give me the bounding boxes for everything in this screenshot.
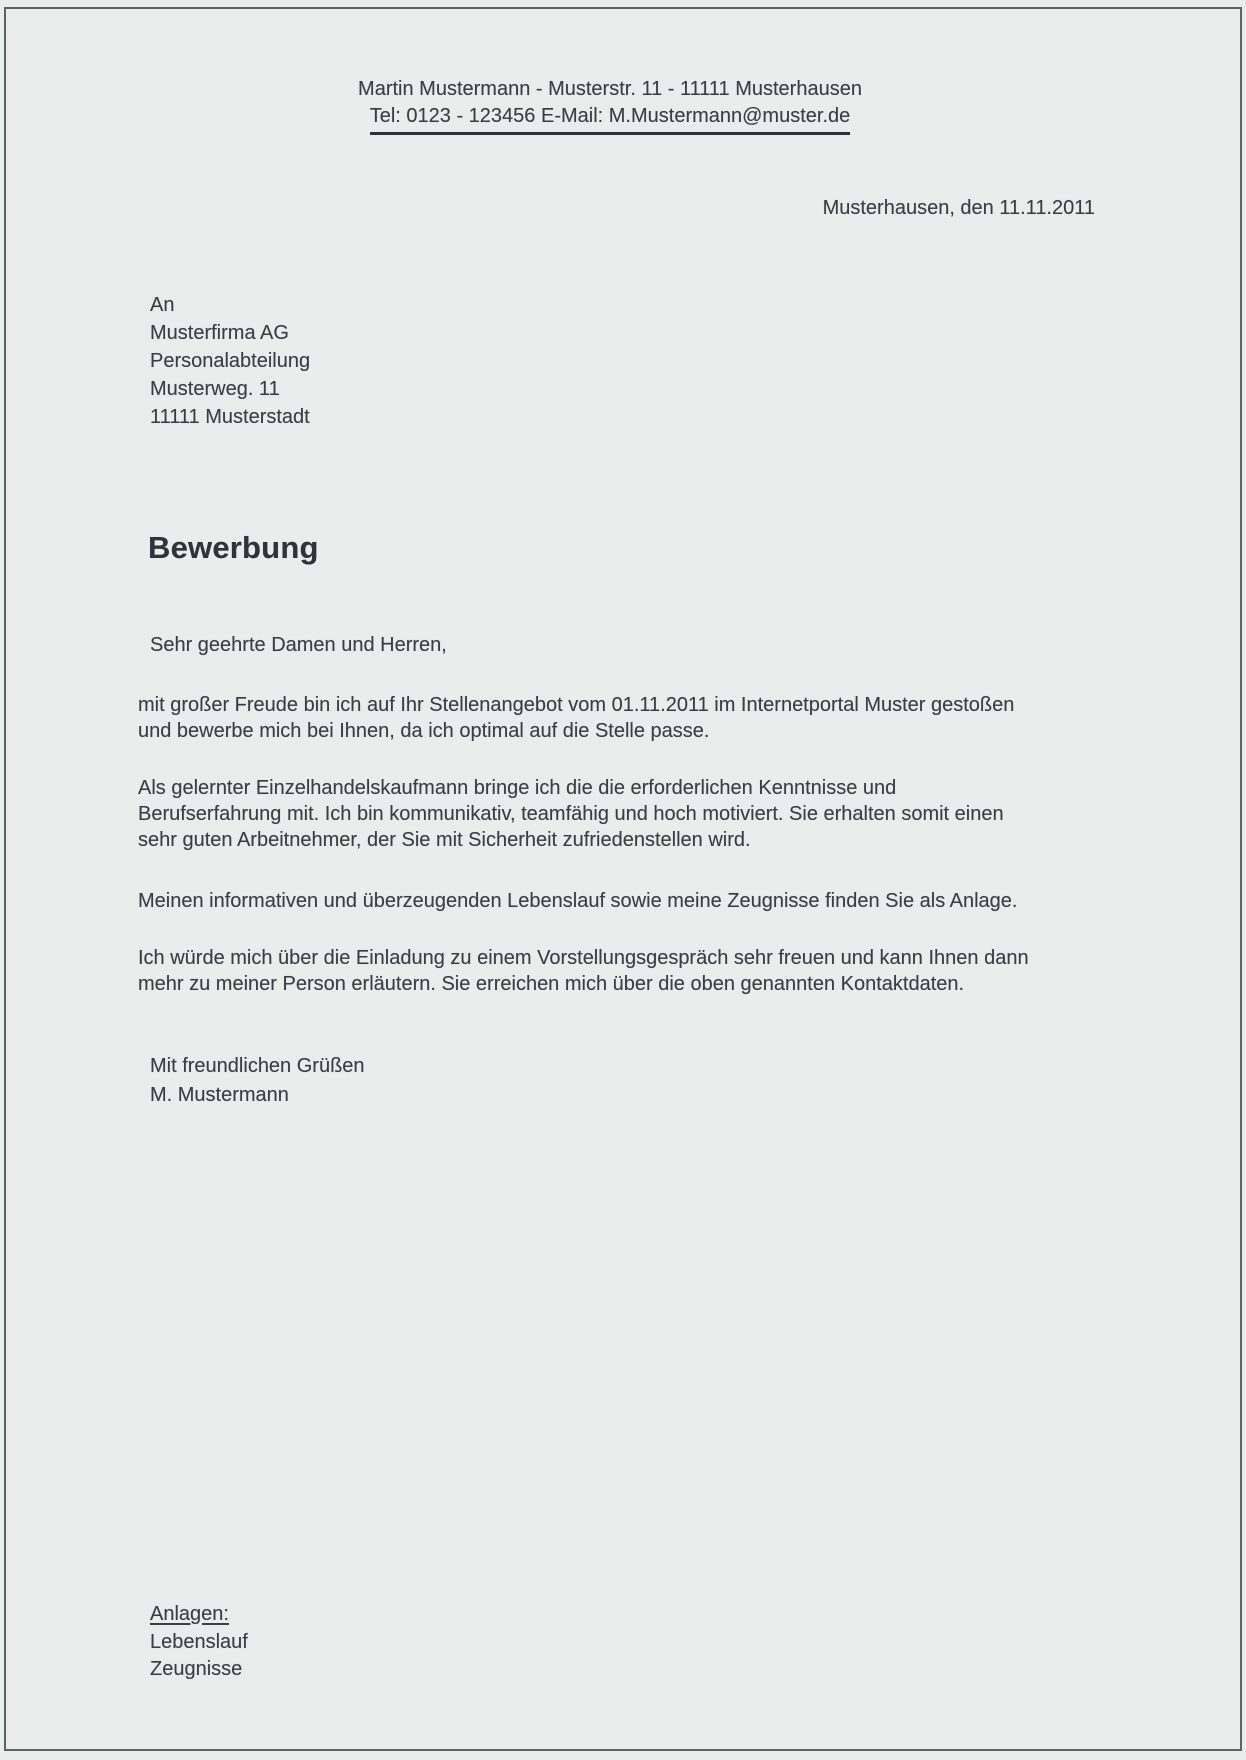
closing-section — [150, 1052, 365, 1110]
recipient-line-company: Musterfirma AG — [150, 322, 289, 344]
sender-address-line: Martin Mustermann - Musterstr. 11 - 11111 Musterhausen — [358, 78, 862, 100]
recipient-line-city: 11111 Musterstadt — [150, 406, 310, 428]
signature-name: M. Mustermann — [150, 1084, 289, 1106]
closing-regards: Mit freundlichen Grüßen — [150, 1055, 365, 1077]
paragraph-line: mit großer Freude bin ich auf Ihr Stellenangebot vom 01.11.2011 im Internetportal Muster gestoßen — [138, 694, 1015, 716]
body-paragraph-3 — [138, 888, 1017, 914]
paragraph-line: Berufserfahrung mit. Ich bin kommunikativ, teamfähig und hoch motiviert. Sie erhalten somit einen — [138, 803, 1004, 825]
recipient-address — [150, 291, 310, 431]
body-paragraph-2 — [138, 775, 1004, 853]
paragraph-line: mehr zu meiner Person erläutern. Sie erreichen mich über die oben genannten Kontaktdaten. — [138, 973, 965, 995]
body-paragraph-4 — [138, 945, 1029, 997]
sender-contact-line: Tel: 0123 - 123456 E-Mail: M.Mustermann@muster.de — [370, 103, 851, 135]
recipient-line-street: Musterweg. 11 — [150, 378, 280, 400]
attachments-label: Anlagen: — [150, 1603, 229, 1625]
recipient-line-department: Personalabteilung — [150, 350, 311, 372]
paragraph-line: Meinen informativen und überzeugenden Lebenslauf sowie meine Zeugnisse finden Sie als Anlage. — [138, 890, 1018, 912]
paragraph-line: Ich würde mich über die Einladung zu einem Vorstellungsgespräch sehr freuen und kann Ihnen dann — [138, 947, 1029, 969]
subject-heading: Bewerbung — [148, 530, 319, 565]
date-line: Musterhausen, den 11.11.2011 — [822, 197, 1095, 219]
attachments-section — [150, 1601, 248, 1684]
attachment-item: Lebenslauf — [150, 1630, 248, 1653]
attachment-item: Zeugnisse — [150, 1658, 243, 1680]
sender-header — [150, 76, 1070, 135]
paragraph-line: Als gelernter Einzelhandelskaufmann bringe ich die die erforderlichen Kenntnisse und — [138, 777, 897, 799]
sender-contact-row — [150, 103, 1070, 135]
body-paragraph-1 — [138, 692, 1014, 744]
salutation: Sehr geehrte Damen und Herren, — [150, 634, 447, 656]
paragraph-line: sehr guten Arbeitnehmer, der Sie mit Sicherheit zufriedenstellen wird. — [138, 829, 751, 851]
paragraph-line: und bewerbe mich bei Ihnen, da ich optimal auf die Stelle passe. — [138, 720, 710, 742]
recipient-line-an: An — [150, 294, 175, 316]
page-border — [4, 7, 1242, 1751]
